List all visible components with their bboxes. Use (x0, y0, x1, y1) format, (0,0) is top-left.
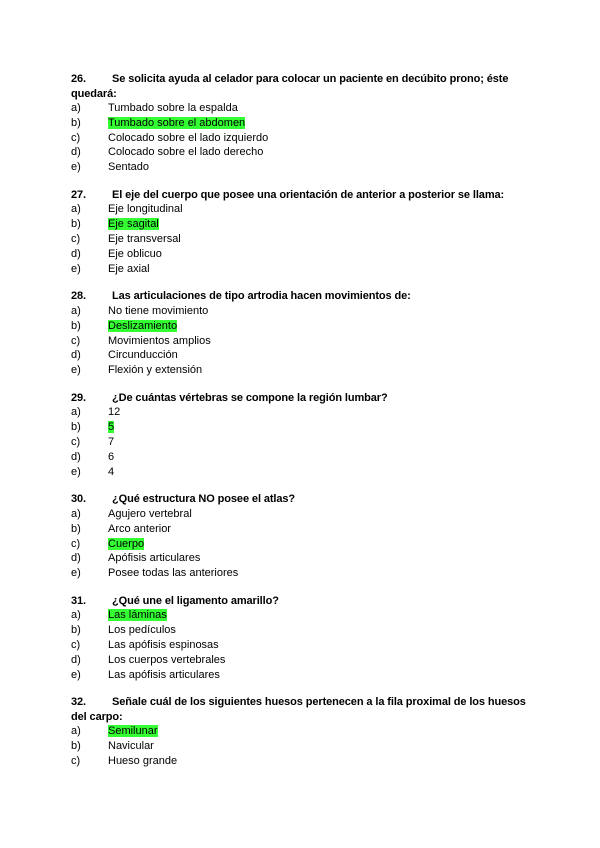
answer-option (71, 653, 531, 668)
option-label: c) (71, 639, 81, 652)
option-label: e) (71, 262, 81, 275)
answer-option (71, 131, 531, 146)
answer-option (71, 507, 531, 522)
option-label: c) (71, 334, 81, 347)
option-text: Las apófisis espinosas (108, 639, 219, 652)
option-text: Sentado (108, 161, 149, 174)
answer-option (71, 319, 531, 334)
option-label: b) (71, 319, 81, 332)
question-text: ¿Qué estructura NO posee el atlas? (112, 493, 296, 506)
question-title (71, 72, 531, 101)
option-label: c) (71, 537, 81, 550)
option-text: Eje oblicuo (108, 247, 162, 260)
answer-option (71, 420, 531, 435)
option-label: b) (71, 740, 81, 753)
question-title (71, 391, 531, 406)
option-label: b) (71, 218, 81, 231)
question-text: Las articulaciones de tipo artrodia hacen movimientos de: (112, 290, 411, 303)
option-label: e) (71, 668, 81, 681)
option-text: 12 (108, 406, 121, 419)
question-number: 28. (71, 290, 86, 303)
answer-option (71, 116, 531, 131)
option-label: a) (71, 725, 81, 738)
answer-option (71, 247, 531, 262)
answer-option (71, 145, 531, 160)
answer-option (71, 623, 531, 638)
correct-answer-highlight: Las láminas (108, 609, 167, 622)
option-text: 6 (108, 450, 115, 463)
question-number: 31. (71, 594, 86, 607)
answer-option (71, 363, 531, 378)
option-label: d) (71, 247, 81, 260)
option-label: b) (71, 522, 81, 535)
option-text: No tiene movimiento (108, 304, 209, 317)
question-title (71, 289, 531, 304)
option-text: Las apófisis articulares (108, 668, 220, 681)
answer-option (71, 348, 531, 363)
answer-option (71, 465, 531, 480)
option-label: e) (71, 364, 81, 377)
question-26 (71, 72, 531, 175)
question-title (71, 492, 531, 507)
option-label: d) (71, 653, 81, 666)
option-label: a) (71, 406, 81, 419)
answer-option (71, 754, 531, 769)
question-32 (71, 695, 531, 768)
question-number: 27. (71, 188, 86, 201)
question-27 (71, 188, 531, 276)
option-text: 7 (108, 436, 115, 449)
option-text: Colocado sobre el lado derecho (108, 146, 264, 159)
option-label: d) (71, 349, 81, 362)
option-text: Eje transversal (108, 233, 181, 246)
question-28 (71, 289, 531, 377)
answer-option (71, 668, 531, 683)
option-label: a) (71, 102, 81, 114)
option-label: e) (71, 465, 81, 478)
option-text: Eje longitudinal (108, 203, 183, 216)
option-text: Movimientos amplios (108, 334, 211, 347)
correct-answer-highlight: Deslizamiento (108, 319, 178, 332)
option-text: Hueso grande (108, 755, 178, 767)
option-text: Arco anterior (108, 522, 171, 535)
option-text: Posee todas las anteriores (108, 567, 239, 580)
option-label: d) (71, 146, 81, 159)
option-text: Circunducción (108, 349, 178, 362)
option-label: d) (71, 450, 81, 463)
option-text: Colocado sobre el lado izquierdo (108, 131, 269, 144)
question-number: 29. (71, 391, 86, 404)
option-label: c) (71, 131, 81, 144)
answer-option (71, 217, 531, 232)
question-title (71, 695, 531, 724)
question-31 (71, 594, 531, 682)
answer-option (71, 739, 531, 754)
answer-option (71, 160, 531, 175)
answer-option (71, 262, 531, 277)
option-label: b) (71, 624, 81, 637)
answer-option (71, 304, 531, 319)
option-text: Los pedículos (108, 624, 176, 637)
answer-option (71, 450, 531, 465)
option-label: b) (71, 116, 81, 129)
question-29 (71, 391, 531, 479)
answer-option (71, 608, 531, 623)
option-label: c) (71, 755, 81, 767)
question-number: 30. (71, 493, 86, 506)
answer-option (71, 202, 531, 217)
question-text: ¿Qué une el ligamento amarillo? (112, 594, 279, 607)
correct-answer-highlight: 5 (108, 421, 115, 434)
option-label: a) (71, 507, 81, 520)
answer-option (71, 232, 531, 247)
answer-option (71, 566, 531, 581)
question-list (71, 72, 531, 782)
option-label: b) (71, 421, 81, 434)
option-label: e) (71, 567, 81, 580)
answer-option (71, 638, 531, 653)
question-number: 32. (71, 696, 86, 709)
question-number: 26. (71, 73, 86, 85)
option-label: c) (71, 233, 81, 246)
answer-option (71, 405, 531, 420)
question-text: El eje del cuerpo que posee una orientación de anterior a posterior se llama: (112, 188, 505, 201)
option-text: Los cuerpos vertebrales (108, 653, 226, 666)
answer-option (71, 522, 531, 537)
correct-answer-highlight: Semilunar (108, 725, 158, 738)
option-label: a) (71, 203, 81, 216)
question-text: ¿De cuántas vértebras se compone la región lumbar? (112, 391, 388, 404)
answer-option (71, 551, 531, 566)
option-label: c) (71, 436, 81, 449)
option-label: e) (71, 161, 81, 174)
option-text: Flexión y extensión (108, 364, 203, 377)
option-text: Agujero vertebral (108, 507, 192, 520)
option-text: Eje axial (108, 262, 150, 275)
question-30 (71, 492, 531, 580)
option-text: Navicular (108, 740, 154, 753)
correct-answer-highlight: Eje sagital (108, 218, 159, 231)
answer-option (71, 537, 531, 552)
answer-option (71, 101, 531, 116)
option-label: a) (71, 609, 81, 622)
correct-answer-highlight: Tumbado sobre el abdomen (108, 116, 246, 129)
answer-option (71, 724, 531, 739)
option-text: Tumbado sobre la espalda (108, 102, 238, 114)
correct-answer-highlight: Cuerpo (108, 537, 145, 550)
answer-option (71, 435, 531, 450)
option-text: 4 (108, 465, 115, 478)
question-title (71, 188, 531, 203)
option-label: a) (71, 304, 81, 317)
question-title (71, 594, 531, 609)
option-label: d) (71, 552, 81, 565)
answer-option (71, 334, 531, 349)
question-text: Señale cuál de los siguientes huesos pertenecen a la fila proximal de los huesos del carpo: (71, 696, 526, 723)
question-text: Se solicita ayuda al celador para colocar un paciente en decúbito prono; éste quedará: (71, 73, 509, 100)
option-text: Apófisis articulares (108, 552, 201, 565)
